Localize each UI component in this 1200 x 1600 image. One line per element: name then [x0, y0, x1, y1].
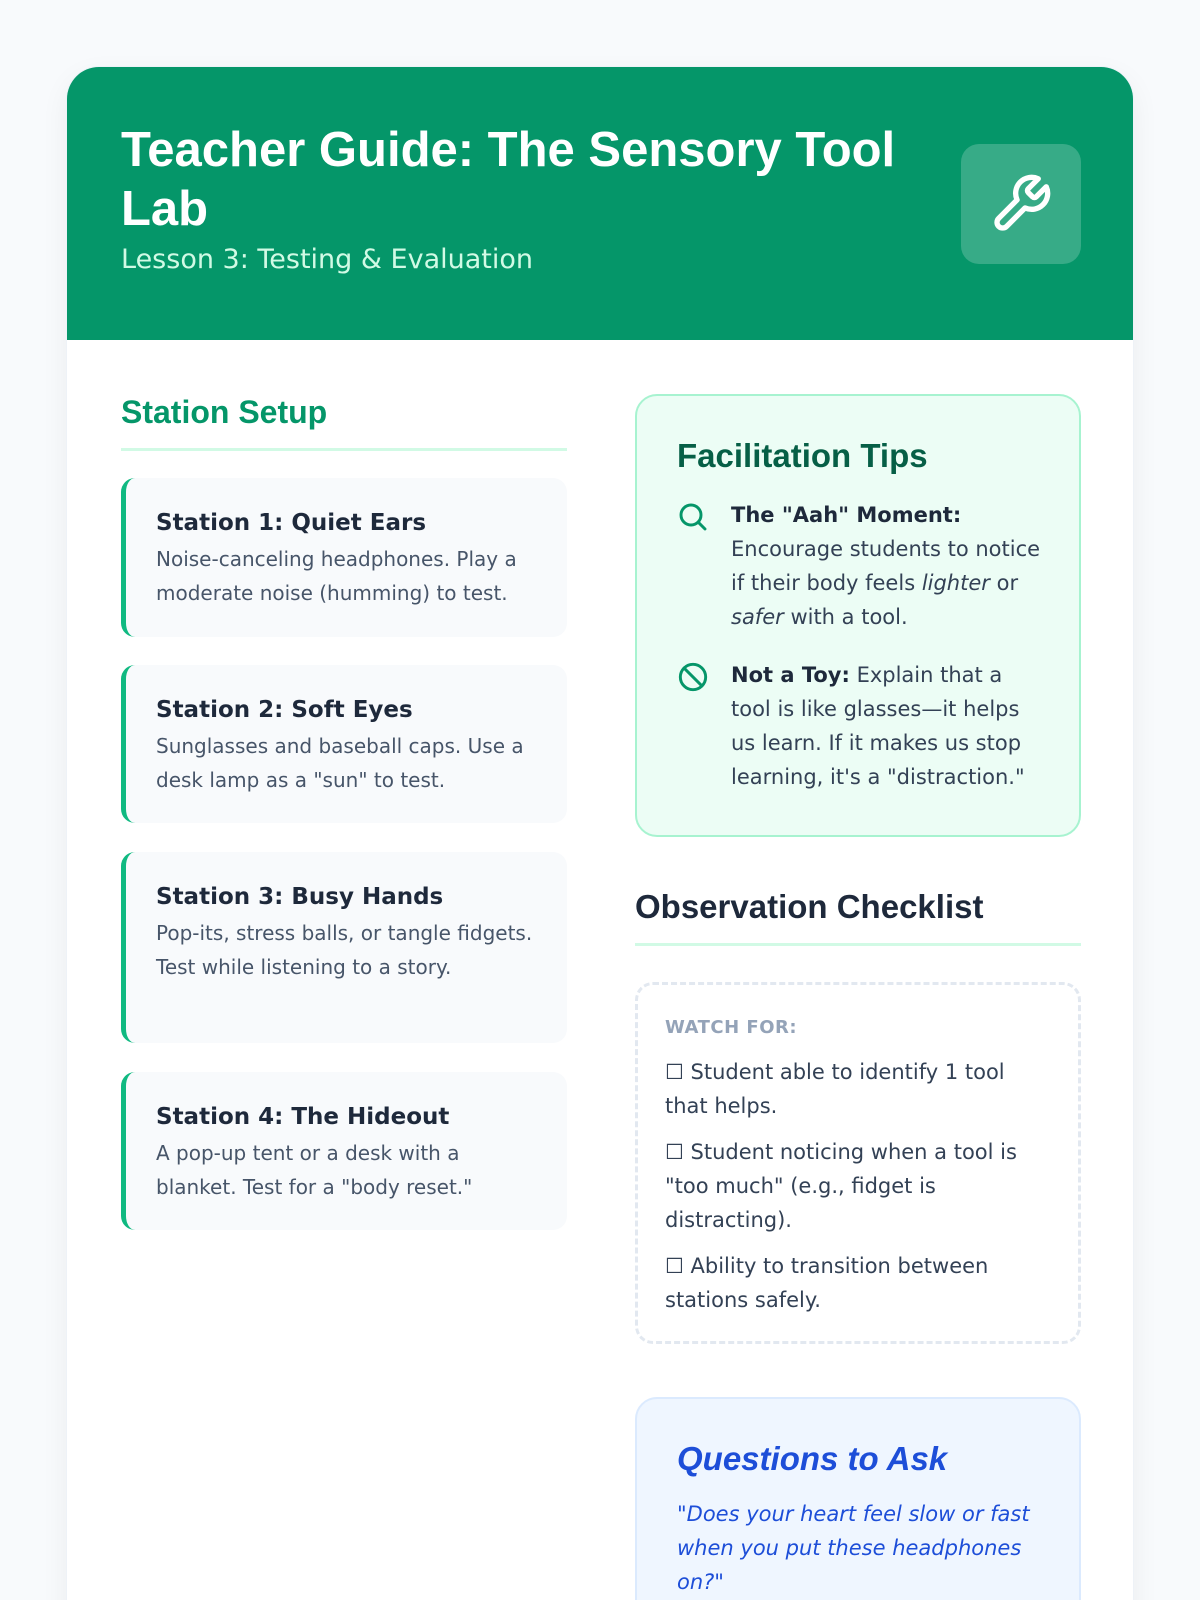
- station-description: Sunglasses and baseball caps. Use a desk lamp as a "sun" to test.: [156, 734, 524, 792]
- checkbox[interactable]: ☐: [665, 1140, 684, 1164]
- station-card-2: [121, 665, 567, 823]
- tip-not-a-toy: [677, 658, 1041, 794]
- section-title-facilitation-tips: Facilitation Tips: [677, 437, 928, 474]
- tip-text: Explain that a tool is like glasses—it helps us learn. If it makes us stop learning, it's a "distraction.": [731, 663, 1025, 789]
- checklist-item: ☐ Ability to transition between stations safely.: [665, 1254, 989, 1312]
- search-icon: [677, 501, 709, 533]
- station-card-3: [121, 852, 567, 1043]
- tip-text: or: [989, 571, 1019, 595]
- station-card-4: [121, 1072, 567, 1230]
- station-name: Station 3: Busy Hands: [156, 884, 444, 910]
- tip-label: The "Aah" Moment:: [731, 503, 962, 527]
- page-title: Teacher Guide: The Sensory Tool Lab: [121, 123, 896, 236]
- section-title-station-setup: Station Setup: [121, 392, 567, 451]
- questions-box: [635, 1397, 1081, 1600]
- station-name: Station 2: Soft Eyes: [156, 697, 413, 723]
- station-description: Pop-its, stress balls, or tangle fidgets. Test while listening to a story.: [156, 921, 533, 979]
- section-title-observation-checklist: Observation Checklist: [635, 887, 1081, 946]
- checklist-item: ☐ Student noticing when a tool is "too much" (e.g., fidget is distracting).: [665, 1140, 1017, 1232]
- observation-checklist-box: [635, 982, 1081, 1344]
- tip-label: Not a Toy:: [731, 663, 850, 687]
- tip-aah-moment: [677, 498, 1041, 634]
- section-title-questions: Questions to Ask: [677, 1440, 948, 1477]
- station-name: Station 4: The Hideout: [156, 1104, 450, 1130]
- watch-for-label: WATCH FOR:: [665, 1017, 798, 1038]
- station-setup-section: [121, 392, 567, 1199]
- station-name: Station 1: Quiet Ears: [156, 510, 427, 536]
- station-description: Noise-canceling headphones. Play a moderate noise (humming) to test.: [156, 547, 517, 605]
- checkbox[interactable]: ☐: [665, 1254, 684, 1278]
- ban-icon: [677, 661, 709, 693]
- tip-text: Encourage students to notice if their body feels: [731, 537, 1041, 595]
- page-subtitle: Lesson 3: Testing & Evaluation: [121, 244, 533, 275]
- question-item: "Does your heart feel slow or fast when you put these headphones on?": [677, 1502, 1030, 1594]
- checkbox[interactable]: ☐: [665, 1060, 684, 1084]
- tip-text: with a tool.: [783, 605, 908, 629]
- tip-emphasis: safer: [731, 605, 784, 629]
- facilitation-tips-box: [635, 394, 1081, 837]
- guide-card: [67, 67, 1133, 1600]
- tip-emphasis: lighter: [921, 571, 990, 595]
- checklist-item: ☐ Student able to identify 1 tool that helps.: [665, 1060, 1005, 1118]
- station-description: A pop-up tent or a desk with a blanket. Test for a "body reset.": [156, 1141, 473, 1199]
- header: [67, 67, 1133, 340]
- station-card-1: [121, 478, 567, 637]
- wrench-icon: [961, 144, 1081, 264]
